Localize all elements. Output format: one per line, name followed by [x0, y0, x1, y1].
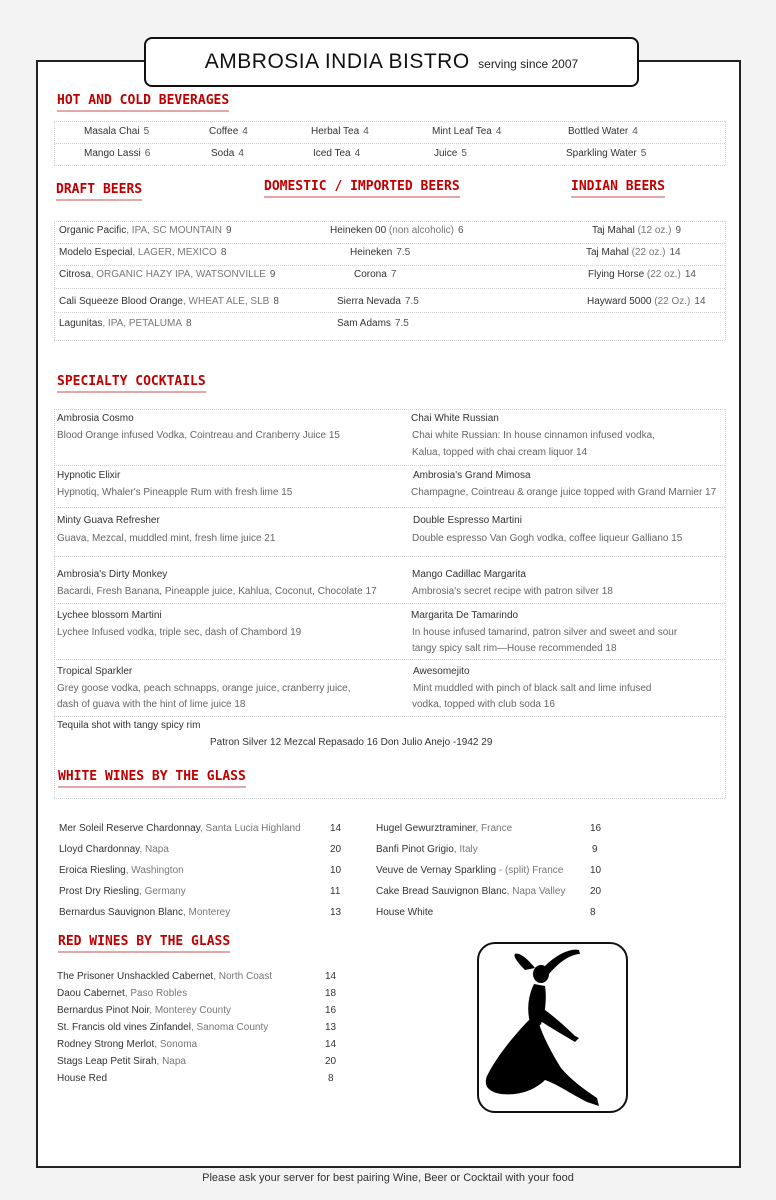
- white-wine-item: Hugel Gewurztraminer, France: [376, 823, 513, 834]
- cocktail-name: Awesomejito: [413, 666, 470, 677]
- white-wine-price: 9: [592, 844, 598, 855]
- cocktail-description: Mint muddled with pinch of black salt and lime infused: [413, 683, 652, 694]
- red-wine-item: St. Francis old vines Zinfandel, Sanoma County: [57, 1022, 269, 1033]
- cocktail-name: Mango Cadillac Margarita: [412, 569, 526, 580]
- cocktail-description: dash of guava with the hint of lime juice 18: [57, 699, 246, 710]
- divider: [54, 121, 725, 122]
- red-wine-price: 16: [325, 1005, 337, 1016]
- indian-beer-item: Taj Mahal (12 oz.) 9: [592, 225, 682, 236]
- white-wine-price: 13: [330, 907, 342, 918]
- divider: [54, 409, 55, 798]
- divider: [54, 312, 725, 313]
- section-red-wines: RED WINES BY THE GLASS: [58, 934, 230, 953]
- red-wine-item: Bernardus Pinot Noir, Monterey County: [57, 1005, 231, 1016]
- draft-beer-item: Citrosa, ORGANIC HAZY IPA, WATSONVILLE 9: [59, 269, 276, 280]
- divider: [725, 221, 726, 340]
- cocktail-name: Ambrosia's Dirty Monkey: [57, 569, 168, 580]
- beverage-item: Bottled Water 4: [568, 126, 638, 137]
- divider: [54, 507, 725, 508]
- domestic-beer-item: Heineken 00 (non alcoholic) 6: [330, 225, 464, 236]
- dancer-image-frame: [477, 942, 628, 1113]
- indian-beer-item: Flying Horse (22 oz.) 14: [588, 269, 696, 280]
- cocktail-description: Chai white Russian: In house cinnamon infused vodka,: [412, 430, 655, 441]
- cocktail-description: Ambrosia's secret recipe with patron silver 18: [412, 586, 613, 597]
- cocktail-name: Ambrosia's Grand Mimosa: [413, 470, 531, 481]
- red-wine-item: Rodney Strong Merlot, Sonoma: [57, 1039, 198, 1050]
- menu-title-box: [144, 37, 639, 87]
- draft-beer-item: Organic Pacific, IPA, SC MOUNTAIN 9: [59, 225, 232, 236]
- restaurant-tagline: serving since 2007: [478, 57, 579, 71]
- cocktail-description: Double espresso Van Gogh vodka, coffee liqueur Galliano 15: [412, 533, 683, 544]
- divider: [54, 603, 725, 604]
- beverage-item: Mint Leaf Tea 4: [432, 126, 502, 137]
- white-wine-item: Cake Bread Sauvignon Blanc, Napa Valley: [376, 886, 566, 897]
- red-wine-item: House Red: [57, 1073, 108, 1084]
- section-white-wines: WHITE WINES BY THE GLASS: [58, 769, 246, 788]
- divider: [54, 340, 725, 341]
- section-domestic-imported-beers: DOMESTIC / IMPORTED BEERS: [264, 179, 460, 198]
- cocktail-description: In house infused tamarind, patron silver and sweet and sour: [412, 627, 678, 638]
- tequila-prices: Patron Silver 12 Mezcal Repasado 16 Don Julio Anejo -1942 29: [210, 737, 493, 748]
- white-wine-item: Banfi Pinot Grigio, Italy: [376, 844, 478, 855]
- divider: [54, 165, 725, 166]
- divider: [54, 716, 725, 717]
- section-draft-beers: DRAFT BEERS: [56, 182, 142, 201]
- domestic-beer-item: Sierra Nevada 7.5: [337, 296, 419, 307]
- cocktail-description: Bacardi, Fresh Banana, Pineapple juice, Kahlua, Coconut, Chocolate 17: [57, 586, 377, 597]
- divider: [54, 221, 55, 340]
- divider: [54, 659, 725, 660]
- white-wine-item: House White: [376, 907, 434, 918]
- white-wine-item: Veuve de Vernay Sparkling - (split) France: [376, 865, 564, 876]
- beverage-item: Mango Lassi 6: [84, 148, 151, 159]
- cocktail-description: tangy spicy salt rim—House recommended 18: [412, 643, 617, 654]
- domestic-beer-item: Heineken 7.5: [350, 247, 411, 258]
- white-wine-item: Eroica Riesling, Washington: [59, 865, 184, 876]
- section-hot-cold-beverages: HOT AND COLD BEVERAGES: [57, 93, 229, 112]
- cocktail-name: Chai White Russian: [411, 413, 499, 424]
- domestic-beer-item: Corona 7: [354, 269, 397, 280]
- cocktail-name: Tropical Sparkler: [57, 666, 133, 677]
- divider: [54, 243, 725, 244]
- white-wine-price: 10: [330, 865, 342, 876]
- white-wine-item: Lloyd Chardonnay, Napa: [59, 844, 169, 855]
- cocktail-name: Hypnotic Elixir: [57, 470, 121, 481]
- divider: [54, 409, 725, 410]
- white-wine-price: 20: [590, 886, 602, 897]
- red-wine-price: 14: [325, 1039, 337, 1050]
- beverage-item: Iced Tea 4: [313, 148, 361, 159]
- beverage-item: Herbal Tea 4: [311, 126, 369, 137]
- tequila-title: Tequila shot with tangy spicy rim: [57, 720, 201, 731]
- restaurant-name: AMBROSIA INDIA BISTRO: [204, 50, 470, 73]
- draft-beer-item: Modelo Especial, LAGER, MEXICO 8: [59, 247, 227, 258]
- cocktail-name: Margarita De Tamarindo: [411, 610, 519, 621]
- red-wine-price: 18: [325, 988, 337, 999]
- divider: [54, 556, 725, 557]
- red-wine-price: 8: [328, 1073, 334, 1084]
- section-indian-beers: INDIAN BEERS: [571, 179, 665, 198]
- divider: [725, 121, 726, 165]
- cocktail-description: Blood Orange infused Vodka, Cointreau and Cranberry Juice 15: [57, 430, 340, 441]
- red-wine-item: Stags Leap Petit Sirah, Napa: [57, 1056, 186, 1067]
- red-wine-item: The Prisoner Unshackled Cabernet, North Coast: [57, 971, 273, 982]
- indian-beer-item: Taj Mahal (22 oz.) 14: [586, 247, 681, 258]
- domestic-beer-item: Sam Adams 7.5: [337, 318, 409, 329]
- divider: [54, 465, 725, 466]
- draft-beer-item: Cali Squeeze Blood Orange, WHEAT ALE, SLB 8: [59, 296, 279, 307]
- beverage-item: Juice 5: [434, 148, 467, 159]
- beverage-item: Coffee 4: [209, 126, 248, 137]
- white-wine-price: 20: [330, 844, 342, 855]
- cocktail-description: vodka, topped with club soda 16: [412, 699, 555, 710]
- cocktail-description: Champagne, Cointreau & orange juice topped with Grand Marnier 17: [411, 487, 717, 498]
- white-wine-item: Bernardus Sauvignon Blanc, Monterey: [59, 907, 231, 918]
- red-wine-price: 14: [325, 971, 337, 982]
- cocktail-description: Hypnotiq, Whaler's Pineapple Rum with fresh lime 15: [57, 487, 293, 498]
- cocktail-name: Ambrosia Cosmo: [57, 413, 134, 424]
- white-wine-item: Mer Soleil Reserve Chardonnay, Santa Lucia Highland: [59, 823, 301, 834]
- white-wine-price: 8: [590, 907, 596, 918]
- divider: [54, 121, 55, 165]
- cocktail-description: Lychee Infused vodka, triple sec, dash of Chambord 19: [57, 627, 302, 638]
- white-wine-price: 16: [590, 823, 602, 834]
- red-wine-price: 20: [325, 1056, 337, 1067]
- cocktail-description: Grey goose vodka, peach schnapps, orange juice, cranberry juice,: [57, 683, 351, 694]
- dancer-silhouette-icon: [479, 944, 626, 1111]
- indian-beer-item: Hayward 5000 (22 Oz.) 14: [587, 296, 706, 307]
- divider: [54, 798, 725, 799]
- divider: [54, 221, 725, 222]
- draft-beer-item: Lagunitas, IPA, PETALUMA 8: [59, 318, 192, 329]
- beverage-item: Masala Chai 5: [84, 126, 150, 137]
- divider: [725, 409, 726, 798]
- beverage-item: Soda 4: [211, 148, 244, 159]
- white-wine-price: 10: [590, 865, 602, 876]
- divider: [54, 143, 725, 144]
- cocktail-name: Double Espresso Martini: [413, 515, 522, 526]
- cocktail-description: Guava, Mezcal, muddled mint, fresh lime juice 21: [57, 533, 276, 544]
- white-wine-price: 11: [330, 886, 341, 897]
- white-wine-item: Prost Dry Riesling, Germany: [59, 886, 186, 897]
- beverage-item: Sparkling Water 5: [566, 148, 647, 159]
- divider: [54, 265, 725, 266]
- divider: [54, 288, 725, 289]
- section-specialty-cocktails: SPECIALTY COCKTAILS: [57, 374, 206, 393]
- cocktail-name: Minty Guava Refresher: [57, 515, 160, 526]
- footer-note: Please ask your server for best pairing Wine, Beer or Cocktail with your food: [202, 1172, 574, 1184]
- red-wine-price: 13: [325, 1022, 337, 1033]
- red-wine-item: Daou Cabernet, Paso Robles: [57, 988, 188, 999]
- cocktail-description: Kalua, topped with chai cream liquor 14: [412, 447, 588, 458]
- white-wine-price: 14: [330, 823, 342, 834]
- cocktail-name: Lychee blossom Martini: [57, 610, 162, 621]
